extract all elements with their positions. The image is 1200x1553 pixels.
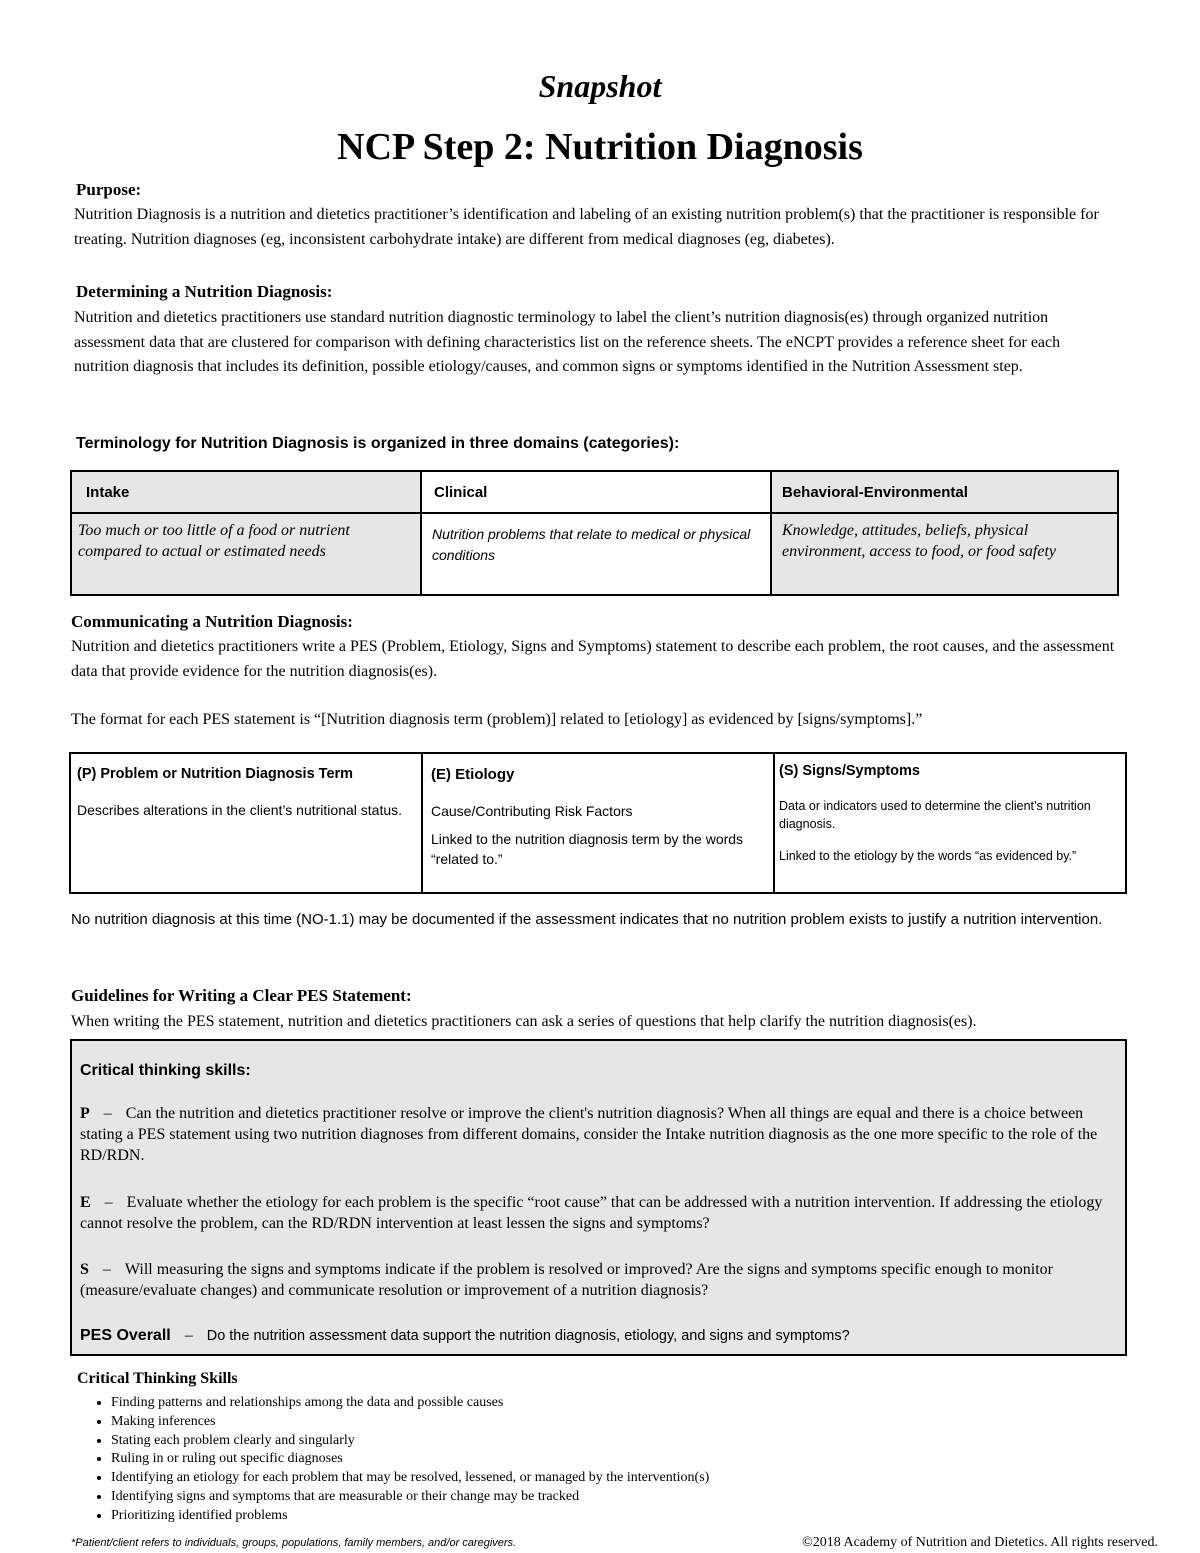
- domain-header-clinical: Clinical: [421, 471, 771, 513]
- pes-problem-cell: (P) Problem or Nutrition Diagnosis Term Describes alterations in the client’s nutritional status.: [70, 753, 422, 893]
- communicating-text: Nutrition and dietetics practitioners write a PES (Problem, Etiology, Signs and Symptoms) statement to describe each problem, the root causes, and the assessment data that provide evidence for the nutrition diagnosis(es).: [71, 638, 1115, 680]
- list-item: • Making inferences: [111, 1413, 1011, 1432]
- dash-separator: –: [104, 1194, 113, 1211]
- skills-heading: Critical Thinking Skills: [77, 1370, 238, 1387]
- pes-etiology-cell: (E) Etiology Cause/Contributing Risk Factors Linked to the nutrition diagnosis term by the words “related to.”: [422, 753, 774, 893]
- dash-separator: –: [103, 1105, 112, 1122]
- domains-table: [70, 470, 1119, 596]
- purpose-text: Nutrition Diagnosis is a nutrition and dietetics practitioner’s identification and labeling of an existing nutrition problem(s) that the practitioner is responsible for treating. Nutrition diagnoses (eg, inconsistent carbohydrate intake) are different from medical diagnoses (eg, diabetes).: [74, 206, 1099, 248]
- pes-signs-cell: (S) Signs/Symptoms Data or indicators used to determine the client’s nutrition diagnosis. Linked to the etiology by the words “as evidenced by.”: [774, 753, 1126, 893]
- critical-s-question: [80, 1259, 1110, 1301]
- domain-desc-clinical: Nutrition problems that relate to medical or physical conditions: [421, 513, 771, 595]
- critical-thinking-box: [70, 1039, 1127, 1356]
- critical-p-label: P: [80, 1105, 90, 1122]
- page-title: NCP Step 2: Nutrition Diagnosis: [337, 126, 863, 168]
- domains-heading: Terminology for Nutrition Diagnosis is organized in three domains (categories):: [76, 435, 680, 452]
- copyright: ©2018 Academy of Nutrition and Dietetics. All rights reserved.: [802, 1535, 1158, 1550]
- dash-separator: –: [184, 1327, 193, 1344]
- footer-note: *Patient/client refers to individuals, groups, populations, family members, and/or caregivers.: [71, 1537, 517, 1549]
- critical-p-text: Can the nutrition and dietetics practitioner resolve or improve the client's nutrition diagnosis? When all things are equal and there is a choice between stating a PES statement using two nutrition diagnoses from different domains, consider the Intake nutrition diagnosis as the one more specific to the role of the RD/RDN.: [80, 1105, 1098, 1164]
- list-item: • Identifying signs and symptoms that are measurable or their change may be tracked: [111, 1488, 1011, 1507]
- list-item: • Finding patterns and relationships among the data and possible causes: [111, 1394, 1011, 1413]
- communicating-heading: Communicating a Nutrition Diagnosis:: [71, 612, 353, 631]
- domain-desc-intake: Too much or too little of a food or nutrient compared to actual or estimated needs: [71, 513, 421, 595]
- pes-table: [69, 752, 1127, 894]
- list-item: • Identifying an etiology for each problem that may be resolved, lessened, or managed by the intervention(s): [111, 1469, 1011, 1488]
- critical-e-question: [80, 1192, 1110, 1234]
- list-item: • Stating each problem clearly and singularly: [111, 1432, 1011, 1451]
- guidelines-text: When writing the PES statement, nutrition and dietetics practitioners can ask a series of questions that help clarify the nutrition diagnosis(es).: [71, 1013, 977, 1030]
- critical-e-text: Evaluate whether the etiology for each problem is the specific “root cause” that can be addressed with a nutrition intervention. If addressing the etiology cannot resolve the problem, can the RD/RDN intervention at least lessen the signs and symptoms?: [80, 1194, 1103, 1232]
- determining-heading: Determining a Nutrition Diagnosis:: [76, 282, 333, 301]
- purpose-heading: Purpose:: [76, 180, 142, 199]
- critical-overall-text: Do the nutrition assessment data support the nutrition diagnosis, etiology, and signs and symptoms?: [206, 1328, 850, 1344]
- determining-text: Nutrition and dietetics practitioners use standard nutrition diagnostic terminology to label the client’s nutrition diagnosis(es) through organized nutrition assessment data that are clustered for comparison with defining characteristics list on the reference sheets. The eNCPT provides a reference sheet for each nutrition diagnosis that includes its definition, possible etiology/causes, and common signs or symptoms identified in the Nutrition Assessment step.: [74, 309, 1061, 375]
- dash-separator: –: [102, 1261, 111, 1278]
- domain-header-behavioral: Behavioral-Environmental: [771, 471, 1118, 513]
- critical-overall-label: PES Overall: [80, 1327, 171, 1344]
- critical-s-label: S: [80, 1261, 89, 1278]
- critical-s-text: Will measuring the signs and symptoms indicate if the problem is resolved or improved? Are the signs and symptoms specific enough to monitor (measure/evaluate changes) and communicate resolution or improvement of a nutrition diagnosis?: [80, 1261, 1053, 1299]
- no-diagnosis-text: No nutrition diagnosis at this time (NO-1.1) may be documented if the assessment indicates that no nutrition problem exists to justify a nutrition intervention.: [71, 911, 1103, 928]
- skills-list: [85, 1394, 1011, 1526]
- critical-overall-question: [80, 1325, 1110, 1347]
- snapshot-subtitle: Snapshot: [538, 68, 662, 104]
- list-item: • Prioritizing identified problems: [111, 1507, 1011, 1526]
- list-item: • Ruling in or ruling out specific diagnoses: [111, 1450, 1011, 1469]
- critical-e-label: E: [80, 1194, 91, 1211]
- pes-format-text: The format for each PES statement is “[Nutrition diagnosis term (problem)] related to [etiology] as evidenced by [signs/symptoms].”: [71, 711, 923, 728]
- domain-header-intake: Intake: [71, 471, 421, 513]
- critical-p-question: [80, 1103, 1110, 1166]
- domain-desc-behavioral: Knowledge, attitudes, beliefs, physical environment, access to food, or food safety: [771, 513, 1118, 595]
- critical-box-heading: Critical thinking skills:: [80, 1062, 251, 1079]
- guidelines-heading: Guidelines for Writing a Clear PES Statement:: [71, 986, 412, 1005]
